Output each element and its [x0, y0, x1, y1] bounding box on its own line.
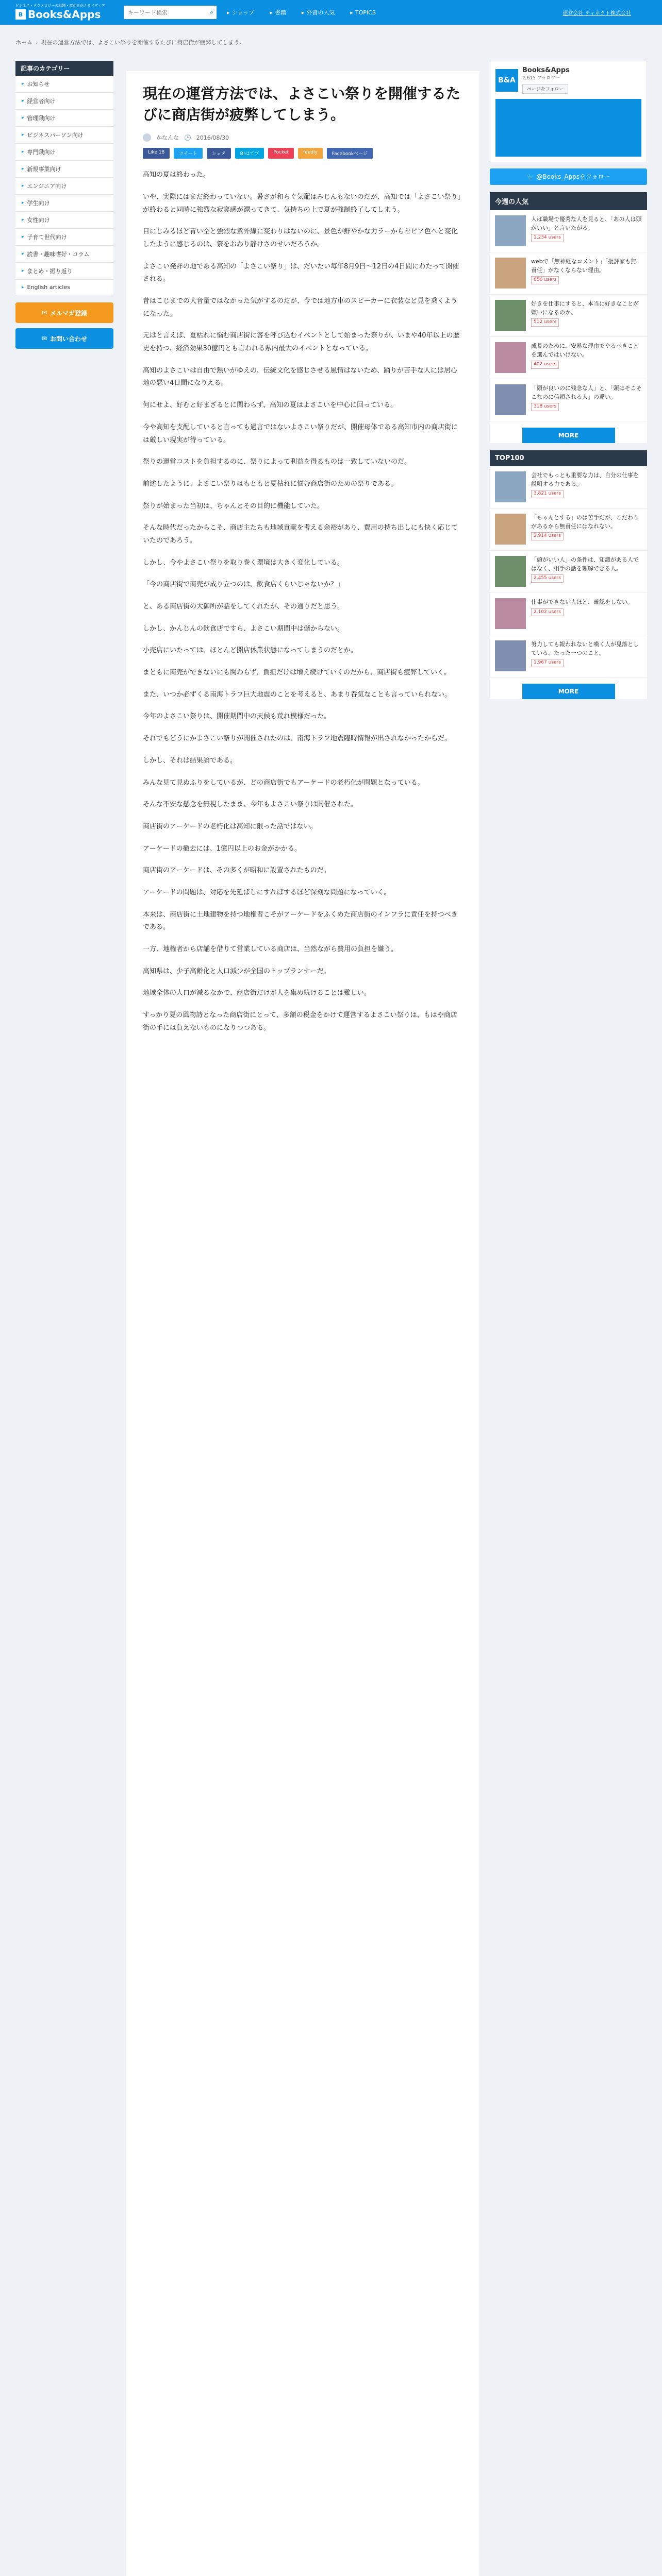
category-item[interactable] [15, 110, 113, 127]
thumbnail-image [495, 640, 526, 671]
chevron-right-icon: ▸ [22, 268, 24, 274]
category-box [15, 61, 113, 295]
article-paragraph: よさこい発祥の地である高知の「よさこい祭り」は、だいたい毎年8月9日〜12日の4日間にわたって開催される。 [143, 262, 459, 283]
ranking-item[interactable] [490, 466, 647, 509]
ranking-title: 仕事ができない人ほど、確認をしない。 [531, 599, 633, 605]
hatena-count-badge[interactable]: 1,234 users [531, 234, 564, 242]
popular-panel [490, 192, 647, 443]
fb-follow-button[interactable]: ページをフォロー [522, 84, 568, 94]
category-item[interactable] [15, 212, 113, 229]
popular-more-button[interactable]: MORE [522, 428, 615, 443]
article-paragraph: 本来は、商店街に土地建物を持つ地権者こそがアーケードをふくめた商店街のインフラに責任を持つべきである。 [143, 910, 458, 931]
category-label: 女性向け [27, 217, 50, 224]
ranking-title: 「頭がいい人」の条件は、知識がある人ではなく、相手の話を理解できる人。 [531, 556, 639, 572]
article-paragraph: 「今の商店街で商売が成り立つのは、飲食店くらいじゃないか？」 [143, 581, 344, 589]
article-paragraph: と、ある商店街の大御所が話をしてくれたが、その通りだと思う。 [143, 603, 344, 611]
article-paragraph: 高知県は、少子高齢化と人口減少が全国のトップランナーだ。 [143, 967, 330, 975]
chevron-right-icon: ▸ [22, 115, 24, 121]
category-label: 専門職向け [27, 149, 56, 156]
article-paragraph: 高知の夏は終わった。 [143, 171, 210, 179]
article-paragraph: 今や高知を支配していると言っても過言ではないよさこい祭りだが、開催母体である高知市内の商店街には厳しい現実が待っている。 [143, 423, 458, 444]
mail-icon: ✉ [41, 309, 47, 316]
chevron-right-icon: ▸ [22, 217, 24, 223]
chevron-right-icon: ▸ [22, 98, 24, 104]
chevron-right-icon: ▸ [22, 251, 24, 257]
ranking-title: 好きを仕事にすると、本当に好きなことが嫌いになるのか。 [531, 300, 639, 316]
search-box [124, 6, 217, 19]
right-sidebar [490, 61, 647, 705]
article-paragraph: しかし、今やよさこい祭りを取り巻く環境は大きく変化している。 [143, 558, 344, 567]
search-icon[interactable]: ⌕ [209, 8, 214, 16]
article-paragraph: みんな見て見ぬふりをしているが、どの商店街でもアーケードの老朽化が問題となっている。 [143, 778, 424, 787]
category-item[interactable] [15, 246, 113, 263]
chevron-right-icon: ▸ [22, 284, 24, 290]
share-facebook-button[interactable]: シェア [207, 148, 231, 159]
hatena-count-badge[interactable]: 856 users [531, 276, 559, 284]
category-label: 経営者向け [27, 98, 56, 105]
site-logo[interactable] [15, 3, 113, 22]
category-label: お知らせ [27, 81, 50, 88]
top-header [0, 0, 662, 25]
share-feedly-button[interactable]: feedly [298, 148, 323, 159]
ranking-title: 会社でもっとも重要な力は、自分の仕事を説明する力である。 [531, 472, 639, 487]
ranking-item[interactable] [490, 635, 647, 677]
author-avatar [143, 133, 151, 142]
ranking-item[interactable] [490, 295, 647, 337]
chevron-right-icon: ▸ [22, 234, 24, 240]
share-tweet-button[interactable]: ツイート [174, 148, 203, 159]
category-label: 学生向け [27, 200, 50, 207]
category-item[interactable] [15, 93, 113, 110]
category-item[interactable] [15, 161, 113, 178]
fb-cover-image [495, 99, 641, 157]
article-paragraph: いや、実際にはまだ終わっていない。暑さが和らぐ気配はみじんもないのだが、高知では「よさこい祭り」が終わると同時に強烈な寂寥感が漂ってきて、気持ちの上で夏が強制終了してしまう。 [143, 193, 461, 214]
breadcrumb-separator: › [36, 39, 38, 46]
article-paragraph: 今年のよさこい祭りは、開催期間中の天候も荒れ模様だった。 [143, 713, 331, 721]
fb-follower-count: 2,615 フォロワー [522, 76, 560, 81]
breadcrumb-home[interactable]: ホーム [15, 39, 32, 46]
category-label: 子育て世代向け [27, 234, 67, 241]
article-paragraph: アーケードの撤去には、1億円以上のお金がかかる。 [143, 844, 301, 853]
fb-page-logo: B&A [495, 69, 518, 92]
category-label: まとめ・振り返り [27, 268, 73, 275]
newsletter-button[interactable]: ✉ メルマガ登録 [15, 302, 113, 323]
share-like-button[interactable]: Like 18 [143, 148, 170, 159]
nav-books[interactable]: ▸ 書籍 [270, 9, 286, 16]
ranking-item[interactable] [490, 509, 647, 551]
hatena-count-badge[interactable]: 512 users [531, 318, 559, 327]
contact-button[interactable]: ✉ お問い合わせ [15, 328, 113, 349]
logo-name: Books&Apps [28, 8, 101, 21]
contact-icon: ✉ [41, 335, 47, 342]
category-item[interactable] [15, 280, 113, 295]
ranking-item[interactable] [490, 337, 647, 379]
hatena-count-badge[interactable]: 3,821 users [531, 490, 564, 498]
nav-topics[interactable]: ▸ TOPICS [350, 9, 376, 16]
thumbnail-image [495, 258, 526, 289]
article-paragraph: 前述したように、よさこい祭りはもともと夏枯れに悩む商店街のための祭りである。 [143, 480, 398, 488]
article-paragraph: 商店街のアーケードの老朽化は高知に限った話ではない。 [143, 822, 317, 831]
article-body [143, 169, 463, 1035]
article-paragraph: そんな不安な懸念を無視したまま、今年もよさこい祭りは開催された。 [143, 801, 358, 809]
share-hatena-button[interactable]: B!はてブ [235, 148, 264, 159]
thumbnail-image [495, 300, 526, 331]
chevron-right-icon: ▸ [22, 132, 24, 138]
article-paragraph: 地域全体の人口が減るなかで、商店街だけが人を集め続けることは難しい。 [143, 989, 371, 997]
thumbnail-image [495, 384, 526, 415]
chevron-right-icon: ▸ [22, 166, 24, 172]
breadcrumb-current: 現在の運営方法では、よさこい祭りを開催するたびに商店街が疲弊してしまう。 [41, 39, 245, 46]
share-buttons [143, 148, 463, 159]
chevron-right-icon: ▸ [22, 81, 24, 87]
category-item[interactable] [15, 127, 113, 144]
twitter-icon: 🐦 [526, 173, 537, 180]
ranking-title: 努力しても報われないと嘆く人が見落としている、たった一つのこと。 [531, 641, 639, 656]
company-link[interactable]: 運営会社 ティネクト株式会社 [562, 11, 631, 16]
ranking-item[interactable] [490, 252, 647, 295]
ranking-title: 「ちゃんとする」のは苦手だが、こだわりがあるから無責任にはなれない。 [531, 514, 639, 530]
article-paragraph: 目にじみるほど青い空と強烈な紫外線に変わりはないのに、景色が鮮やかな力ラーからセピア色へと変化したように感じるのは、祭をおわり静けさのせいだろうか。 [143, 228, 458, 248]
thumbnail-image [495, 342, 526, 373]
share-pocket-button[interactable]: Pocket [268, 148, 294, 159]
category-label: English articles [27, 284, 70, 291]
hatena-count-badge[interactable]: 402 users [531, 361, 559, 369]
article-paragraph: 祭りが始まった当初は、ちゃんとその目的に機能していた。 [143, 502, 324, 510]
thumbnail-image [495, 514, 526, 545]
ranking-title: webで「無神経なコメント」「批評家も無責任」がなくならない理由。 [531, 258, 637, 274]
hatena-count-badge[interactable]: 318 users [531, 403, 559, 411]
category-label: 新規事業向け [27, 166, 61, 173]
top100-more-button[interactable]: MORE [522, 684, 615, 699]
category-label: ビジネスパーソン向け [27, 132, 84, 139]
ranking-item[interactable] [490, 379, 647, 421]
hatena-count-badge[interactable]: 2,455 users [531, 574, 564, 583]
left-sidebar [15, 61, 113, 349]
article-paragraph: それでもどうにかよさこい祭りが開催されたのは、南海トラフ地震臨時情報が出されなかったからだ。 [143, 735, 452, 743]
article-paragraph: そんな時代だったからこそ、商店主たちも地域貢献を考える余裕があり、費用の持ち出しにも快く応じていたのであろう。 [143, 524, 458, 545]
category-item[interactable] [15, 144, 113, 161]
ranking-item[interactable] [490, 210, 647, 252]
article-paragraph: 昔はこじまでの大音量ではなかった気がするのだが、今では地方車のスピーカーに衣装など見を乗くようになった。 [143, 297, 458, 318]
article-paragraph: しかし、それは結果論である。 [143, 756, 237, 765]
facebook-widget [490, 61, 647, 162]
logo-mark-icon: B [15, 9, 26, 20]
article-paragraph: 一方、地権者から店舗を借りて営業している商店は、当然ながら費用の負担を嫌う。 [143, 945, 398, 953]
hatena-count-badge[interactable]: 2,914 users [531, 532, 564, 540]
category-label: エンジニア向け [27, 183, 67, 190]
top100-panel [490, 450, 647, 699]
thumbnail-image [495, 556, 526, 587]
article-paragraph: また、いつか必ずくる南海トラフ巨大地震のことを考えると、あまり呑気なことも言っていられない。 [143, 690, 452, 699]
chevron-right-icon: ▸ [22, 149, 24, 155]
category-label: 読書・趣味嗜好・コラム [27, 251, 90, 258]
category-label: 管理職向け [27, 115, 56, 122]
category-item[interactable] [15, 263, 113, 280]
thumbnail-image [495, 215, 526, 246]
hatena-count-badge[interactable]: 2,102 users [531, 608, 564, 617]
author-name[interactable]: かなんな [156, 134, 179, 142]
breadcrumb [15, 38, 248, 46]
ranking-title: 「頭が良いのに残念な人」と、「頭はそこそこなのに信頼される人」の違い。 [531, 385, 642, 400]
article [126, 71, 479, 2576]
article-paragraph: 何にせよ、好むと好まざるとに関わらず、高知の夏はよさこいを中心に回っている。 [143, 401, 397, 410]
hatena-count-badge[interactable]: 1,967 users [531, 659, 564, 667]
thumbnail-image [495, 471, 526, 502]
ranking-item[interactable] [490, 551, 647, 593]
twitter-follow-button[interactable]: 🐦 @Books_Appsをフォロー [490, 168, 647, 185]
top100-heading: TOP100 [490, 450, 647, 466]
top-nav [227, 0, 376, 25]
search-input[interactable] [124, 6, 207, 19]
article-paragraph: 高知のよさこいは自由で熱いがゆえの、伝統文化を感じさせる風情はないため、踊りが苦手な人には居心地の悪い4日間になりえる。 [143, 366, 457, 387]
category-item[interactable] [15, 229, 113, 246]
category-item[interactable] [15, 195, 113, 212]
clock-icon: 🕒 [184, 134, 191, 141]
article-title: 現在の運営方法では、よさこい祭りを開催するたびに商店街が疲弊してしまう。 [143, 85, 461, 123]
article-paragraph: 元はと言えば、夏枯れに悩む商店街に客を呼び込むイベントとして始まった祭りが、いまや40年以上の歴史を持つ、経済効果30億円とも言われる県内最大のイベントとなっている。 [143, 332, 460, 353]
nav-popular[interactable]: ▸ 外資の人気 [301, 9, 335, 16]
category-item[interactable] [15, 76, 113, 93]
popular-heading: 今週の人気 [490, 192, 647, 210]
article-paragraph: アーケードの問題は、対応を先延ばしにすればするほど深刻な問題になっていく。 [143, 888, 391, 896]
fb-page-name[interactable]: Books&Apps [522, 66, 570, 74]
ranking-item[interactable] [490, 593, 647, 635]
chevron-right-icon: ▸ [22, 200, 24, 206]
category-heading: 記事のカテゴリー [15, 61, 113, 76]
nav-shop[interactable]: ▸ ショップ [227, 9, 255, 16]
chevron-right-icon: ▸ [22, 183, 24, 189]
article-paragraph: 小売店にいたっては、ほとんど開店休業状態になってしまうのだとか。 [143, 647, 358, 655]
article-meta [143, 133, 463, 142]
article-paragraph: 商店街のアーケードは、その多くが昭和に設置されたものだ。 [143, 867, 330, 875]
thumbnail-image [495, 598, 526, 629]
article-paragraph: 祭りの運営コストを負担するのに、祭りによって利益を得るものは一致していないのだ。 [143, 458, 411, 466]
article-paragraph: すっかり夏の風物詩となった商店街にとって、多額の税金をかけて運営するよさこい祭りは、もはや商店街の手には負えないものになりつつある。 [143, 1011, 457, 1032]
article-paragraph: まともに商売ができないにも関わらず、負担だけは増え続けていくのだから、商店街も疲弊していく。 [143, 669, 451, 677]
article-date: 2016/08/30 [196, 134, 229, 141]
ranking-title: 成長のために、安易な理由でやるべきことを選んではいけない。 [531, 343, 639, 358]
category-item[interactable] [15, 178, 113, 195]
ranking-title: 人は職場で優秀な人を見ると、「あの人は頭がいい」と言いたがる。 [531, 216, 642, 231]
article-paragraph: しかし、かんじんの飲食店ですら、よさこい期間中は儲からない。 [143, 624, 344, 633]
facebook-page-button[interactable]: Facebookページ [327, 148, 373, 159]
logo-tagline: ビジネス・テクノロジーの話題・変化を伝えるメディア [15, 4, 105, 8]
